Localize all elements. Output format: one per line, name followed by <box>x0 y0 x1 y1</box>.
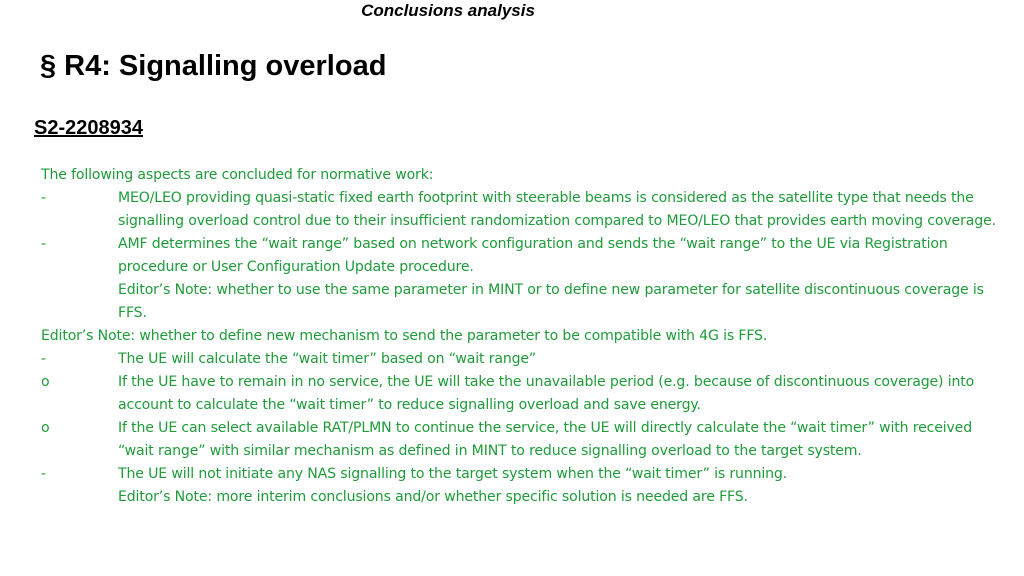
editors-note: Editor’s Note: more interim conclusions and/or whether specific solution is needed are FFS. <box>118 489 748 505</box>
slide-title: Conclusions analysis <box>361 1 535 20</box>
list-item-text: MEO/LEO providing quasi-static fixed earth footprint with steerable beams is considered as the satellite type that needs the signalling overload control due to their insufficient randomization compared to MEO/LEO that provides earth moving coverage. <box>118 190 996 229</box>
list-item <box>41 187 996 233</box>
list-marker: o <box>41 374 50 390</box>
document-id: S2-2208934 <box>34 117 143 139</box>
section-title: R4: Signalling overload <box>64 50 387 82</box>
list-item-text: The UE will calculate the “wait timer” based on “wait range” <box>118 351 537 367</box>
list-item-text: The UE will not initiate any NAS signalling to the target system when the “wait timer” is running. <box>118 466 788 482</box>
list-marker: - <box>41 351 46 367</box>
list-marker: - <box>41 190 46 206</box>
list-marker: o <box>41 420 50 436</box>
editors-note: Editor’s Note: whether to use the same parameter in MINT or to define new parameter for satellite discontinuous coverage is FFS. <box>118 282 984 321</box>
conclusions-body <box>41 164 996 509</box>
list-marker: - <box>41 466 46 482</box>
section-symbol: § <box>40 50 57 82</box>
list-item <box>41 463 996 486</box>
list-item-text: If the UE can select available RAT/PLMN to continue the service, the UE will directly calculate the “wait timer” with received “wait range” with similar mechanism as defined in MINT to reduce signalling overload to the target system. <box>118 420 972 459</box>
list-marker: - <box>41 236 46 252</box>
list-item-text: AMF determines the “wait range” based on network configuration and sends the “wait range” to the UE via Registration procedure or User Configuration Update procedure. <box>118 236 948 275</box>
list-item <box>41 417 996 463</box>
list-item <box>41 233 996 279</box>
intro-text: The following aspects are concluded for normative work: <box>41 167 434 183</box>
list-item <box>41 371 996 417</box>
section-heading <box>40 50 386 83</box>
list-item <box>41 348 996 371</box>
editors-note: Editor’s Note: whether to define new mechanism to send the parameter to be compatible with 4G is FFS. <box>41 328 768 344</box>
list-item-text: If the UE have to remain in no service, the UE will take the unavailable period (e.g. because of discontinuous coverage) into account to calculate the “wait timer” to reduce signalling overload and save energy. <box>118 374 975 413</box>
